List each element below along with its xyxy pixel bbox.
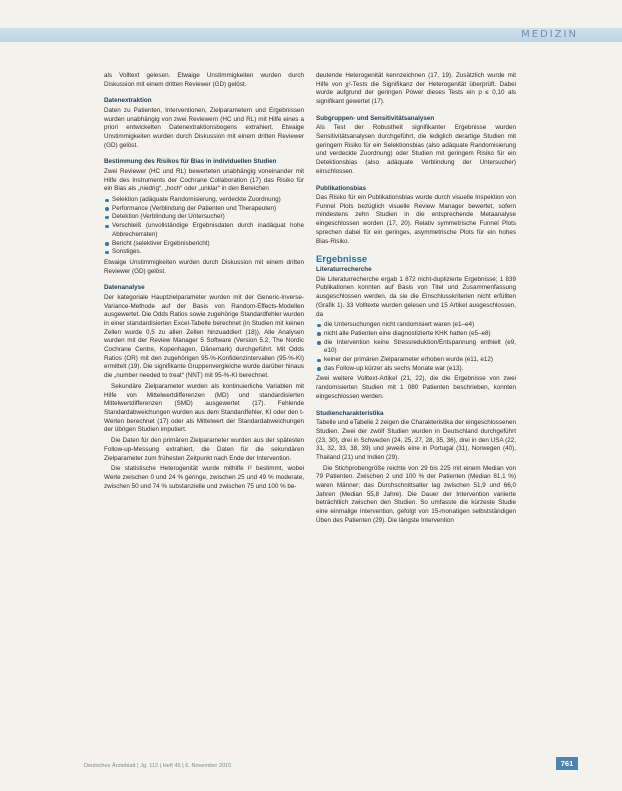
paragraph: als Volltext gelesen. Etwaige Unstimmigkeiten wurden durch Diskussion mit einem dritten Reviewer (GD) gelöst. [104, 72, 304, 88]
paragraph: Die Stichprobengröße reichte von 29 bis 225 mit einem Median von 79 Patienten. Zwischen 2 und 100 % der Patienten (Median 81,1 %) waren Männer; das Durchschnittsalter lag zwischen 51,9 und 66,0 Jahren (Median 55,8 Jahre). Die Dauer der Intervention variierte beträchtlich zwischen den Studien. So umfasste die kürzeste Studie eine einmalige Intervention, gefolgt von 15-monatigen selbstständigen Üben des Patienten (29). Die längste Intervention [316, 464, 516, 524]
list-item-text: keiner der primären Zielparameter erhoben wurde (e11, e12) [324, 356, 493, 364]
paragraph: Die Daten für den primären Zielparameter wurden aus der spätesten Follow-up-Messung extrahiert, die Daten für die sekundären Zielparameter zum frühesten Zeitpunkt nach Ende der Intervention. [104, 437, 304, 462]
list-item [104, 205, 304, 214]
footer-citation: Deutsches Ärzteblatt | Jg. 112 | Heft 45 | 6. November 2015 [84, 763, 232, 769]
list-item [316, 356, 516, 365]
paragraph: Daten zu Patienten, Interventionen, Zielparametern und Ergebnissen wurden unabhängig von zwei Reviewern (HC und RL) mit Hilfe eines a priori entwickelten Datenextraktionsbogens extrahiert. Etwaige Unstimmigkeiten wurden durch Diskussion mit einem dritten Reviewer (GD) gelöst. [104, 106, 304, 149]
bullet-icon [317, 359, 321, 363]
paragraph: Tabelle und eTabelle 2 zeigen die Charakteristika der eingeschlossenen Studien. Zwei der zwölf Studien wurden in Deutschland durchgeführt (23, 30), drei in Schweden (24, 25, 27, 28, 35, 36), drei in den USA (22, 31, 32, 33, 38, 39) und jeweils eine in Portugal (31), Norwegen (40), Thailand (21) und Indien (29). [316, 419, 516, 461]
bullet-icon [105, 251, 109, 255]
bullet-icon [317, 324, 321, 328]
bias-domain-list [104, 196, 304, 257]
list-item [104, 196, 304, 205]
left-column [104, 72, 304, 493]
bullet-icon [105, 225, 109, 229]
list-item-text: Sonstiges. [112, 248, 142, 256]
paragraph: Als Test der Robustheit signifikanter Ergebnisse wurden Sensitivitätsanalysen durchgeführt, die lediglich derartige Studien mit geringem Risiko für ein Selektionsbias (also adäquate Randomisierung und verdeckte Zuordnung) oder Studien mit geringem Risiko für ein Detektionsbias (also adäquate Verblindung der Untersucher) einschlossen. [316, 124, 516, 175]
list-item [104, 248, 304, 257]
bullet-icon [105, 216, 109, 220]
heading-ergebnisse: Ergebnisse [316, 254, 368, 266]
page-number: 761 [556, 757, 578, 770]
list-item-text: Bericht (selektiver Ergebnisbericht) [112, 239, 210, 247]
list-item-text: nicht alle Patienten eine diagnostizierte KHK hatten (e5–e8) [324, 329, 491, 337]
list-item-text: die Untersuchungen nicht randomisiert waren (e1–e4) [324, 321, 475, 329]
bullet-icon [317, 367, 321, 371]
list-item [104, 213, 304, 222]
list-item [316, 365, 516, 374]
list-item [104, 240, 304, 249]
paragraph: deutende Heterogenität kennzeichnen (17, 19). Zusätzlich wurde mit Hilfe von χ²-Tests die Signifikanz der Heterogenität überprüft. Dabei wurde aufgrund der geringen Power dieses Tests ein p ≤ 0,10 als signifikant gewertet (17). [316, 72, 516, 106]
list-item-text: Performance (Verblindung der Patienten und Therapeuten) [112, 204, 277, 212]
paragraph: Zwei weitere Volltext-Artikel (21, 22), die die Ergebnisse von zwei randomisierten Studien mit 1 080 Patienten beschrieben, konnten eingeschlossen werden. [316, 375, 516, 400]
bullet-icon [105, 199, 109, 203]
list-item [316, 321, 516, 330]
section-label: MEDIZIN [521, 29, 578, 40]
bullet-icon [317, 332, 321, 336]
paragraph: Der kategoriale Hauptzielparameter wurden mit der Generic-Inverse-Variance-Methode auf der Basis von Random-Effects-Modellen ausgewertet. Die Odds Ratios sowie zugehörige Standardfehler wurden in einer standardisierten Excel-Tabelle berechnet (in Studien mit keinen Zellen wurde 0,5 zu allen Zellen hinzuaddiert (18)). Alle Analysen wurden mit der Review Manager 5 Software (Version 5.2, The Nordic Cochrane Centre, Kopenhagen, Dänemark) durchgeführt. Mit Odds Ratios (OR) mit den zugehörigen 95-%-Konfidenzintervallen (95-%-KI) ermittelt (19). Die signifikante Gruppenvergleiche wurde darüber hinaus die „number needed to treat“ (NNT) mit 95-%-KI berechnet. [104, 293, 304, 380]
list-item-text: Verschleiß (unvollständige Ergebnisdaten durch inadäquat hohe Abbrecherraten) [112, 222, 304, 238]
list-item-text: das Follow-up kürzer als sechs Monate war (e13). [324, 364, 464, 372]
heading-publikationsbias: Publikationsbias [316, 184, 367, 192]
heading-subgruppen: Subgruppen- und Sensitivitätsanalysen [316, 114, 435, 122]
heading-studiencharakteristika: Studiencharakteristika [316, 409, 384, 417]
paragraph: Etwaige Unstimmigkeiten wurden durch Diskussion mit einem dritten Reviewer (GD) gelöst. [104, 258, 304, 275]
list-item-text: die Intervention keine Stressreduktion/Entspannung enthielt (e9, e10) [324, 338, 516, 355]
paragraph: Sekundäre Zielparameter wurden als kontinuierliche Variablen mit Hilfe von Mittelwertdifferenzen (MD) und standardisierten Mittelwertdifferenzen (SMD) ausgewertet (17). Fehlende Standardabweichungen wurden aus dem Standardfehler, KI oder den t-Werten berechnet (17) oder als Mittelwert der Standardabweichungen der übrigen Studien imputiert. [104, 382, 304, 434]
paragraph: Zwei Reviewer (HC und RL) bewerteten unabhängig voneinander mit Hilfe des Instruments der Cochrane Collaboration (17) das Risiko für ein Bias als „niedrig“, „hoch“ oder „unklar“ in den Bereichen [104, 167, 304, 193]
list-item-text: Detektion (Verblindung der Untersucher) [112, 213, 225, 221]
list-item [316, 330, 516, 339]
bullet-icon [105, 207, 109, 211]
list-item [104, 222, 304, 239]
exclusion-reason-list [316, 321, 516, 373]
list-item-text: Selektion (adäquate Randomisierung, verdeckte Zuordnung) [112, 196, 281, 204]
heading-bias: Bestimmung des Risikos für Bias in individuellen Studien [104, 158, 277, 166]
heading-datenanalyse: Datenanalyse [104, 284, 145, 292]
bullet-icon [105, 242, 109, 246]
right-column [316, 72, 516, 528]
heading-datenextraktion: Datenextraktion [104, 97, 152, 105]
heading-literaturrecherche: Literaturrecherche [316, 266, 372, 274]
paragraph: Die Literaturrecherche ergab 1 872 nicht-duplizierte Ergebnisse; 1 839 Publikationen konnten auf Basis von Titel und Zusammenfassung ausgeschlossen werden, da sie die Einschlusskriterien nicht erfüllten (Grafik 1). 33 Volltexte wurden gelesen und 15 Artikel ausgeschlossen, da [316, 275, 516, 318]
paragraph: Die statistische Heterogenität wurde mithilfe I² bestimmt, wobei Werte zwischen 0 und 24 % geringe, zwischen 25 und 49 % moderate, zwischen 50 und 74 % substanzielle und zwischen 75 und 100 % be- [104, 465, 304, 490]
paragraph: Das Risiko für ein Publikationsbias wurde durch visuelle Inspektion von Funnel Plots bezüglich visuelle Review Manager bewertet, sofern mindestens zehn Studien in die entsprechende Metaanalyse eingeschlossen worden (17, 20). Relativ symmetrische Funnel Plots sprechen dabei für ein geringes, asymmetrische Plots für ein hohes Bias-Risiko. [316, 194, 516, 245]
list-item [316, 339, 516, 356]
bullet-icon [317, 341, 321, 345]
